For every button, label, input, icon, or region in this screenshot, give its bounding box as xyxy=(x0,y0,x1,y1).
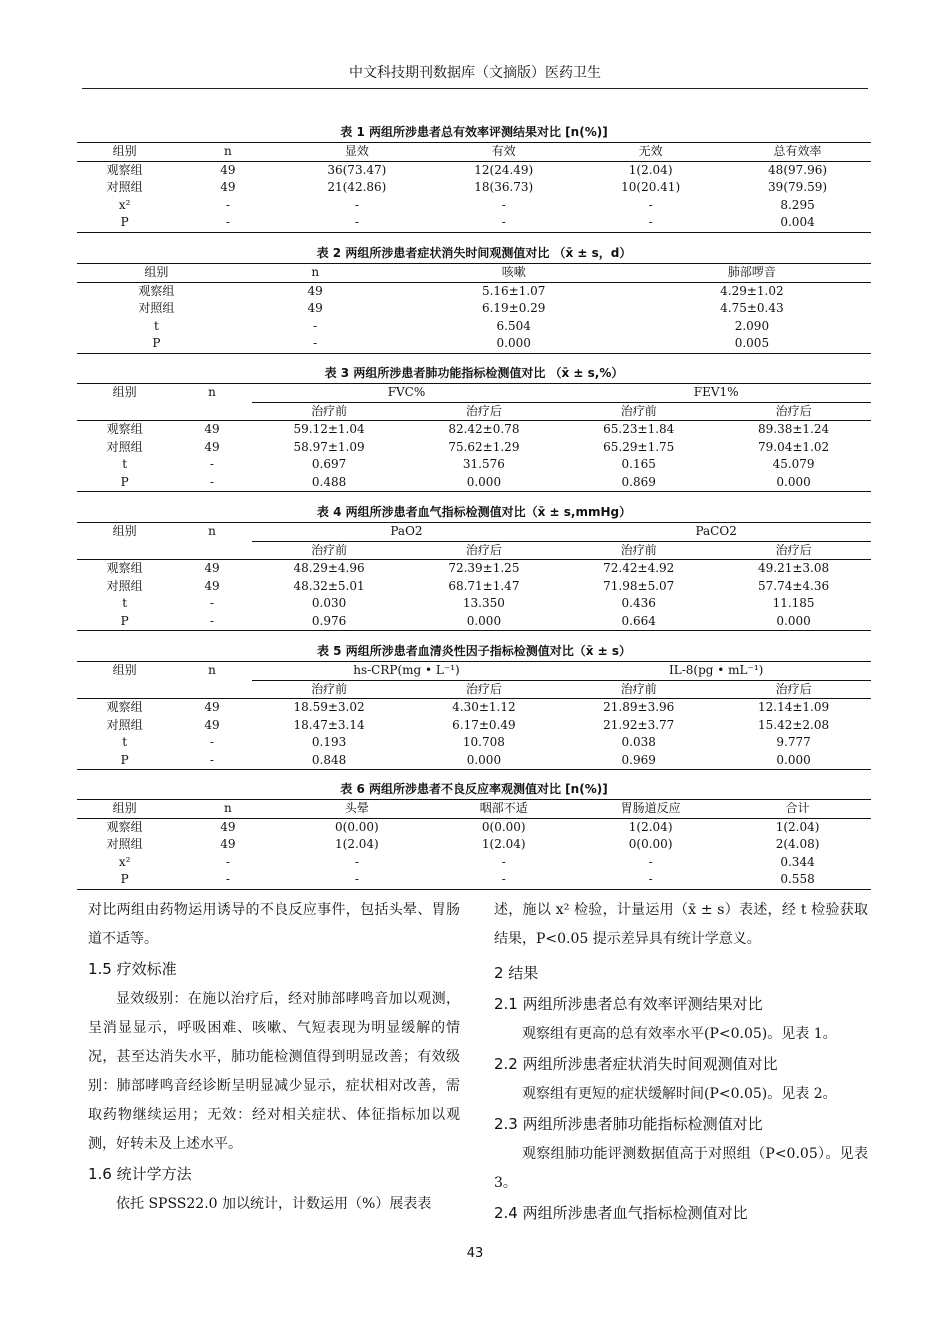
journal-header: 中文科技期刊数据库（文摘版）医药卫生 xyxy=(82,62,868,89)
table-header-group: IL-8(pg • mL⁻¹) xyxy=(561,662,871,681)
table-cell: 0.030 xyxy=(311,596,347,611)
paragraph: 依托 SPSS22.0 加以统计，计数运用（%）展表表 xyxy=(116,1196,432,1212)
table-header-cell: 合计 xyxy=(724,800,871,819)
table-5-caption: 表 5 两组所涉患者血清炎性因子指标检测值对比（x̄ ± s） xyxy=(316,644,631,658)
table-cell: 观察组 xyxy=(138,283,175,298)
table-cell: 48.32±5.01 xyxy=(293,578,365,593)
paragraph: 观察组有更短的症状缓解时间(P<0.05)。见表 2。 xyxy=(522,1086,837,1102)
section-heading-2-2: 2.2 两组所涉患者症状消失时间观测值对比 xyxy=(494,1055,778,1073)
left-column xyxy=(88,896,460,1219)
table-cell: - xyxy=(354,854,359,869)
table-1 xyxy=(77,122,871,233)
table-header-cell: n xyxy=(172,523,251,560)
table-cell: 观察组 xyxy=(106,700,143,715)
table-header-cell: 组别 xyxy=(77,800,172,819)
table-cell: - xyxy=(225,854,230,869)
table-row xyxy=(77,300,871,318)
table-cell: 0.000 xyxy=(496,336,531,351)
table-cell: 8.295 xyxy=(780,197,815,212)
table-header-cell: 治疗后 xyxy=(406,541,561,560)
table-cell: 0.193 xyxy=(311,735,347,750)
table-cell: - xyxy=(209,596,214,611)
table-cell: 48.29±4.96 xyxy=(293,561,365,576)
table-cell: 11.185 xyxy=(772,596,815,611)
table-cell: 1(2.04) xyxy=(481,837,526,852)
table-row xyxy=(77,854,871,872)
table-row xyxy=(77,595,871,613)
table-header-group: FVC% xyxy=(252,384,562,403)
table-cell: - xyxy=(313,318,318,333)
table-cell: t xyxy=(122,735,128,750)
table-cell: P xyxy=(120,872,129,887)
table-header-cell: n xyxy=(172,662,251,699)
table-cell: P xyxy=(120,752,129,767)
table-cell: 观察组 xyxy=(106,422,143,437)
table-cell: 75.62±1.29 xyxy=(448,439,520,454)
table-1-caption: 表 1 两组所涉患者总有效率评测结果对比 [n(%)] xyxy=(340,125,608,139)
table-header-cell: n xyxy=(172,143,283,162)
table-header-group: FEV1% xyxy=(561,384,871,403)
table-cell: 0.000 xyxy=(466,474,502,489)
table-cell: 0.000 xyxy=(776,613,811,628)
table-cell: 49.21±3.08 xyxy=(758,561,830,576)
table-cell: 49 xyxy=(307,301,323,316)
table-cell: 对照组 xyxy=(106,180,143,195)
table-4 xyxy=(77,502,871,631)
table-row xyxy=(77,818,871,836)
table-cell: 0(0.00) xyxy=(628,837,673,852)
table-cell: P xyxy=(120,215,129,230)
table-header-cell: 治疗前 xyxy=(561,402,716,421)
table-cell: 对照组 xyxy=(106,439,143,454)
table-cell: 72.42±4.92 xyxy=(603,561,675,576)
table-header-cell: 治疗后 xyxy=(406,402,561,421)
table-cell: - xyxy=(501,197,506,212)
table-cell: 对照组 xyxy=(106,578,143,593)
table-cell: 49 xyxy=(220,162,236,177)
table-header-cell: 治疗后 xyxy=(716,402,871,421)
table-header-cell: 治疗后 xyxy=(716,680,871,699)
table-1-grid xyxy=(77,142,871,233)
table-cell: 0.038 xyxy=(621,735,656,750)
table-cell: 2.090 xyxy=(734,318,770,333)
table-row xyxy=(77,871,871,889)
table-cell: 1(2.04) xyxy=(775,819,820,834)
table-header-cell: 有效 xyxy=(430,143,577,162)
table-cell: 9.777 xyxy=(776,735,811,750)
table-row xyxy=(77,717,871,735)
table-cell: 49 xyxy=(204,578,220,593)
table-cell: 观察组 xyxy=(106,561,143,576)
table-cell: 57.74±4.36 xyxy=(758,578,830,593)
table-cell: 65.29±1.75 xyxy=(603,439,675,454)
table-cell: 49 xyxy=(307,283,323,298)
table-row xyxy=(77,752,871,770)
table-3-grid xyxy=(77,383,871,492)
table-cell: 45.079 xyxy=(772,457,815,472)
table-cell: - xyxy=(648,215,653,230)
table-cell: 0.000 xyxy=(466,613,502,628)
table-cell: 49 xyxy=(220,819,236,834)
table-cell: 0.165 xyxy=(621,457,656,472)
table-row xyxy=(77,699,871,717)
table-cell: 49 xyxy=(204,700,220,715)
paragraph: 述，施以 x² 检验，计量运用（x̄ ± s）表述，经 t 检验获取结果，P<0.05 提示差异具有统计学意义。 xyxy=(494,902,868,947)
table-header-cell: 咳嗽 xyxy=(395,264,633,283)
table-cell: 0.976 xyxy=(311,613,347,628)
table-cell: 18.47±3.14 xyxy=(293,717,365,732)
section-heading-2: 2 结果 xyxy=(494,964,539,982)
table-cell: - xyxy=(501,872,506,887)
table-row xyxy=(77,335,871,353)
table-row xyxy=(77,197,871,215)
section-heading-2-1: 2.1 两组所涉患者总有效率评测结果对比 xyxy=(494,995,763,1013)
table-cell: 6.17±0.49 xyxy=(452,717,516,732)
table-cell: 0(0.00) xyxy=(481,819,526,834)
table-cell: - xyxy=(209,735,214,750)
table-cell: 2(4.08) xyxy=(775,837,820,852)
table-cell: 71.98±5.07 xyxy=(603,578,675,593)
table-header-cell: 治疗后 xyxy=(716,541,871,560)
table-cell: 0.969 xyxy=(621,752,656,767)
table-row xyxy=(77,613,871,631)
table-cell: 79.04±1.02 xyxy=(758,439,830,454)
table-6 xyxy=(77,779,871,890)
table-header-cell: 治疗前 xyxy=(561,541,716,560)
paragraph: 显效级别：在施以治疗后，经对肺部哮鸣音加以观测，呈消显显示，呼吸困难、咳嗽、气短表现为明显缓解的情况，甚至达消失水平，肺功能检测值得到明显改善；有效级别：肺部哮鸣音经诊断呈明显减少显示，症状相对改善，需取药物继续运用；无效：经对相关症状、体征指标加以观测，好转未及上述水平。 xyxy=(88,991,460,1152)
table-cell: 82.42±0.78 xyxy=(448,422,520,437)
table-cell: - xyxy=(648,854,653,869)
table-3-caption: 表 3 两组所涉患者肺功能指标检测值对比 （x̄ ± s,%） xyxy=(324,366,624,380)
table-header-cell: 总有效率 xyxy=(724,143,871,162)
table-header-group: PaO2 xyxy=(252,523,562,542)
table-row xyxy=(77,836,871,854)
table-row xyxy=(77,456,871,474)
table-cell: 0.848 xyxy=(311,752,347,767)
table-cell: P xyxy=(120,613,129,628)
table-header-cell: 胃肠道反应 xyxy=(577,800,724,819)
table-row xyxy=(77,421,871,439)
table-row xyxy=(77,560,871,578)
table-4-caption: 表 4 两组所涉患者血气指标检测值对比（x̄ ± s,mmHg） xyxy=(316,505,632,519)
table-header-cell: 头晕 xyxy=(283,800,430,819)
table-4-grid xyxy=(77,522,871,631)
table-cell: 49 xyxy=(204,439,220,454)
table-header-cell: n xyxy=(236,264,395,283)
table-cell: 对照组 xyxy=(106,717,143,732)
table-cell: 10(20.41) xyxy=(621,180,681,195)
table-cell: 68.71±1.47 xyxy=(448,578,520,593)
table-cell: 0.697 xyxy=(311,457,347,472)
table-cell: - xyxy=(225,197,230,212)
table-cell: 89.38±1.24 xyxy=(758,422,830,437)
table-header-cell: 组别 xyxy=(77,143,172,162)
table-cell: 48(97.96) xyxy=(768,162,828,177)
table-cell: 4.30±1.12 xyxy=(452,700,516,715)
table-row xyxy=(77,439,871,457)
table-cell: - xyxy=(225,872,230,887)
table-cell: - xyxy=(209,613,214,628)
table-cell: 49 xyxy=(204,561,220,576)
table-header-cell: 治疗前 xyxy=(252,402,407,421)
table-row xyxy=(77,282,871,300)
table-cell: 31.576 xyxy=(462,457,505,472)
table-cell: - xyxy=(354,215,359,230)
table-cell: 21.92±3.77 xyxy=(603,717,675,732)
table-cell: 12.14±1.09 xyxy=(758,700,830,715)
table-header-cell: 组别 xyxy=(77,523,172,560)
table-cell: 59.12±1.04 xyxy=(293,422,365,437)
table-header-cell: 组别 xyxy=(77,384,172,421)
table-cell: 0(0.00) xyxy=(335,819,379,834)
table-row xyxy=(77,734,871,752)
table-cell: 13.350 xyxy=(462,596,505,611)
table-cell: 12(24.49) xyxy=(474,162,534,177)
table-cell: 15.42±2.08 xyxy=(758,717,830,732)
table-cell: 4.75±0.43 xyxy=(720,301,784,316)
table-cell: x² xyxy=(118,197,131,212)
table-header-cell: 组别 xyxy=(77,264,236,283)
table-5 xyxy=(77,641,871,770)
table-cell: 49 xyxy=(204,717,220,732)
table-cell: 21.89±3.96 xyxy=(603,700,675,715)
table-header-cell: 治疗前 xyxy=(252,680,407,699)
table-cell: - xyxy=(648,872,653,887)
table-cell: 65.23±1.84 xyxy=(603,422,675,437)
table-2 xyxy=(77,243,871,354)
table-header-group: PaCO2 xyxy=(561,523,871,542)
table-cell: 0.436 xyxy=(621,596,656,611)
table-row xyxy=(77,578,871,596)
table-row xyxy=(77,179,871,197)
table-cell: - xyxy=(501,215,506,230)
table-6-caption: 表 6 两组所涉患者不良反应率观测值对比 [n(%)] xyxy=(340,782,608,796)
table-cell: 0.004 xyxy=(780,215,815,230)
table-cell: 1(2.04) xyxy=(628,819,673,834)
table-cell: 0.000 xyxy=(466,752,502,767)
section-heading-1-6: 1.6 统计学方法 xyxy=(88,1165,192,1183)
table-cell: - xyxy=(209,457,214,472)
table-cell: P xyxy=(120,474,129,489)
table-cell: 0.000 xyxy=(776,752,811,767)
table-cell: 58.97±1.09 xyxy=(293,439,365,454)
table-6-grid xyxy=(77,799,871,890)
table-header-cell: 肺部啰音 xyxy=(633,264,871,283)
section-heading-2-3: 2.3 两组所涉患者肺功能指标检测值对比 xyxy=(494,1115,763,1133)
table-cell: 对照组 xyxy=(138,301,175,316)
table-cell: 6.504 xyxy=(496,318,531,333)
table-cell: 49 xyxy=(220,180,236,195)
table-cell: 5.16±1.07 xyxy=(481,283,546,298)
table-cell: 18(36.73) xyxy=(474,180,534,195)
table-5-grid xyxy=(77,661,871,770)
table-header-cell: n xyxy=(172,384,251,421)
table-cell: 0.869 xyxy=(621,474,656,489)
table-cell: 39(79.59) xyxy=(768,180,828,195)
table-cell: t xyxy=(122,596,128,611)
table-header-cell: 治疗前 xyxy=(252,541,407,560)
table-cell: 6.19±0.29 xyxy=(481,301,546,316)
table-header-cell: 咽部不适 xyxy=(430,800,577,819)
paragraph: 观察组有更高的总有效率水平(P<0.05)。见表 1。 xyxy=(522,1026,837,1042)
table-header-cell: 治疗后 xyxy=(406,680,561,699)
table-cell: 0.344 xyxy=(780,854,815,869)
table-cell: 18.59±3.02 xyxy=(293,700,365,715)
paragraph: 对比两组由药物运用诱导的不良反应事件，包括头晕、胃肠道不适等。 xyxy=(88,902,460,947)
table-cell: x² xyxy=(118,854,131,869)
table-cell: 72.39±1.25 xyxy=(448,561,520,576)
table-cell: - xyxy=(209,474,214,489)
table-cell: 0.000 xyxy=(776,474,811,489)
table-cell: t xyxy=(153,318,159,333)
table-cell: 10.708 xyxy=(462,735,505,750)
table-cell: 0.488 xyxy=(311,474,347,489)
table-cell: 观察组 xyxy=(106,819,143,834)
table-cell: 49 xyxy=(220,837,236,852)
table-3 xyxy=(77,363,871,492)
table-header-cell: 显效 xyxy=(283,143,430,162)
table-row xyxy=(77,318,871,336)
table-cell: 4.29±1.02 xyxy=(720,283,784,298)
table-cell: - xyxy=(354,872,359,887)
table-cell: - xyxy=(354,197,359,212)
table-cell: 0.664 xyxy=(621,613,656,628)
right-column xyxy=(494,896,868,1229)
table-cell: 1(2.04) xyxy=(628,162,673,177)
table-header-cell: 组别 xyxy=(77,662,172,699)
table-header-cell: 无效 xyxy=(577,143,724,162)
table-cell: - xyxy=(209,752,214,767)
table-cell: 观察组 xyxy=(106,162,143,177)
table-header-cell: n xyxy=(172,800,283,819)
table-2-caption: 表 2 两组所涉患者症状消失时间观测值对比 （x̄ ± s，d） xyxy=(316,246,632,260)
page-number: 43 xyxy=(466,1246,484,1261)
table-cell: 36(73.47) xyxy=(327,162,387,177)
table-cell: P xyxy=(152,336,161,351)
section-heading-1-5: 1.5 疗效标准 xyxy=(88,960,177,978)
table-cell: - xyxy=(225,215,230,230)
table-cell: - xyxy=(501,854,506,869)
table-row xyxy=(77,474,871,492)
table-row xyxy=(77,161,871,179)
table-cell: 1(2.04) xyxy=(335,837,379,852)
table-cell: 21(42.86) xyxy=(327,180,387,195)
table-cell: - xyxy=(313,336,318,351)
table-row xyxy=(77,214,871,232)
table-cell: 对照组 xyxy=(106,837,143,852)
table-cell: - xyxy=(648,197,653,212)
table-cell: 0.005 xyxy=(734,336,770,351)
table-2-grid xyxy=(77,263,871,354)
paragraph: 观察组肺功能评测数据值高于对照组（P<0.05）。见表 3。 xyxy=(494,1146,868,1191)
table-cell: 49 xyxy=(204,422,220,437)
table-header-cell: 治疗前 xyxy=(561,680,716,699)
table-cell: 0.558 xyxy=(780,872,815,887)
section-heading-2-4: 2.4 两组所涉患者血气指标检测值对比 xyxy=(494,1204,748,1222)
table-cell: t xyxy=(122,457,128,472)
table-header-group: hs-CRP(mg • L⁻¹) xyxy=(252,662,562,681)
